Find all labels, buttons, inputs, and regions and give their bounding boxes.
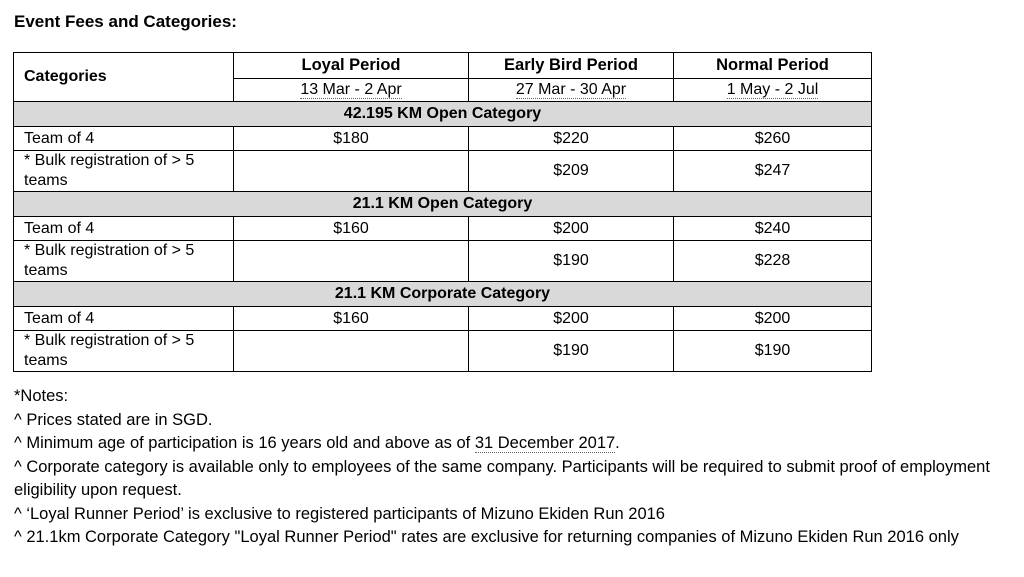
section-title: 21.1 KM Corporate Category [14,282,872,307]
section-title: 42.195 KM Open Category [14,102,872,127]
table-row [14,217,872,241]
section-header [14,192,872,217]
row-label: * Bulk registration of > 5 teams [14,331,234,372]
table-header-row [14,53,872,79]
table-row [14,307,872,331]
price-normal: $228 [674,241,872,282]
note-date: 31 December 2017 [474,434,616,452]
price-loyal: $160 [234,217,469,241]
note-item: ^ ‘Loyal Runner Period’ is exclusive to registered participants of Mizuno Ekiden Run 2016 [14,504,665,523]
price-normal: $247 [674,151,872,192]
price-early-bird: $200 [469,307,674,331]
header-loyal-period: Loyal Period [234,53,469,79]
note-item: ^ Prices stated are in SGD. [14,410,213,429]
price-loyal [234,241,469,282]
price-early-bird: $190 [469,331,674,372]
row-label: * Bulk registration of > 5 teams [14,241,234,282]
normal-period-dates: 1 May - 2 Jul [674,78,872,101]
header-categories: Categories [14,53,234,102]
price-normal: $200 [674,307,872,331]
notes-section [14,385,1009,550]
price-normal: $190 [674,331,872,372]
event-fees-table [13,52,872,372]
header-normal-period: Normal Period [674,53,872,79]
loyal-period-dates: 13 Mar - 2 Apr [234,78,469,101]
notes-heading: *Notes: [14,387,69,405]
section-header [14,102,872,127]
price-early-bird: $220 [469,127,674,151]
row-label: Team of 4 [14,217,234,241]
note-item: ^ Minimum age of participation is 16 years old and above as of 31 December 2017. [14,434,620,452]
price-loyal: $160 [234,307,469,331]
section-title: 21.1 KM Open Category [14,192,872,217]
row-label: Team of 4 [14,307,234,331]
table-row [14,151,872,192]
price-loyal: $180 [234,127,469,151]
note-item: ^ Corporate category is available only to employees of the same company. Participants will be required to submit proof of employment eligibility upon request. [14,457,990,499]
header-early-bird-period: Early Bird Period [469,53,674,79]
early-bird-period-dates: 27 Mar - 30 Apr [469,78,674,101]
price-normal: $260 [674,127,872,151]
price-early-bird: $209 [469,151,674,192]
note-item: ^ 21.1km Corporate Category "Loyal Runner Period" rates are exclusive for returning companies of Mizuno Ekiden Run 2016 only [14,528,959,546]
section-header [14,282,872,307]
table-row [14,241,872,282]
table-row [14,127,872,151]
price-normal: $240 [674,217,872,241]
row-label: Team of 4 [14,127,234,151]
page-title: Event Fees and Categories: [14,12,237,31]
row-label: * Bulk registration of > 5 teams [14,151,234,192]
price-early-bird: $200 [469,217,674,241]
price-early-bird: $190 [469,241,674,282]
price-loyal [234,331,469,372]
price-loyal [234,151,469,192]
table-row [14,331,872,372]
